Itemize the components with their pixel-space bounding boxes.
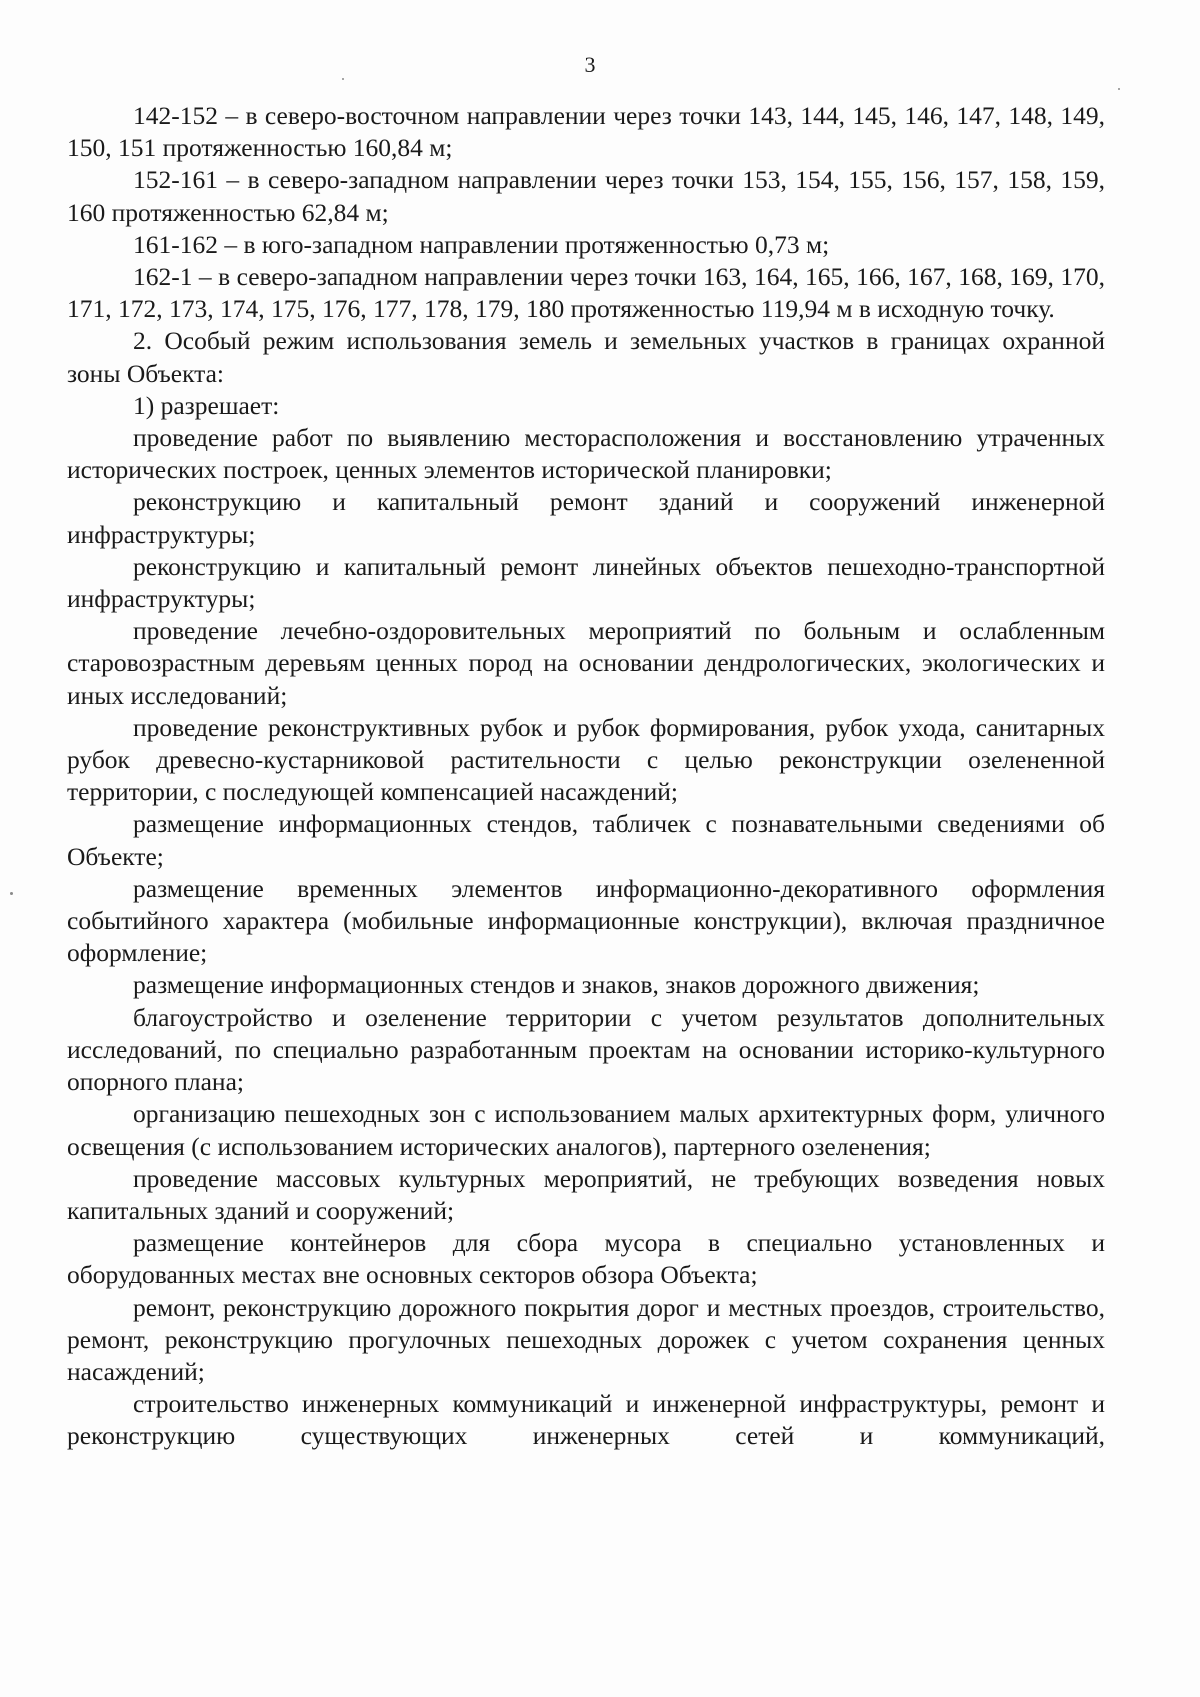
list-item-engineering-buildings: реконструкцию и капитальный ремонт зданий и сооружений инженерной инфраструктуры; (67, 487, 1105, 549)
list-item-utilities: строительство инженерных коммуникаций и инженерной инфраструктуры, ремонт и реконструкцию существующих инженерных сетей и коммуникаций, (67, 1389, 1105, 1451)
list-item-tree-treatment: проведение лечебно-оздоровительных мероприятий по больным и ослабленным старовозрастным деревьям ценных пород на основании дендрологических, экологических и иных исследований; (67, 616, 1105, 710)
paragraph-special-regime: 2. Особый режим использования земель и земельных участков в границах охранной зоны Объекта: (67, 326, 1105, 388)
scan-speck (10, 892, 13, 895)
list-item-waste-containers: размещение контейнеров для сбора мусора в специально установленных и оборудованных местах вне основных секторов обзора Объекта; (67, 1228, 1105, 1290)
list-item-restoration-works: проведение работ по выявлению месторасположения и восстановлению утраченных исторических построек, ценных элементов исторической планировки; (67, 423, 1105, 485)
scan-speck (342, 78, 344, 80)
paragraph-boundary-152-161: 152-161 – в северо-западном направлении через точки 153, 154, 155, 156, 157, 158, 159, 160 протяженностью 62,84 м; (67, 165, 1105, 227)
list-item-info-stands: размещение информационных стендов, табличек с познавательными сведениями об Объекте; (67, 809, 1105, 871)
paragraph-boundary-161-162: 161-162 – в юго-западном направлении протяженностью 0,73 м; (133, 229, 830, 259)
list-item-road-repair: ремонт, реконструкцию дорожного покрытия дорог и местных проездов, строительство, ремонт, реконструкцию прогулочных пешеходных дорожек с учетом сохранения ценных насаждений; (67, 1292, 1105, 1386)
list-item-pedestrian-zones: организацию пешеходных зон с использованием малых архитектурных форм, уличного освещения (с использованием исторических аналогов), партерного озеленения; (67, 1099, 1105, 1161)
list-item-linear-objects: реконструкцию и капитальный ремонт линейных объектов пешеходно-транспортной инфраструктуры; (67, 551, 1105, 614)
list-item-mass-events: проведение массовых культурных мероприятий, не требующих возведения новых капитальных зданий и сооружений; (67, 1163, 1105, 1225)
paragraph-boundary-142-152: 142-152 – в северо-восточном направлении через точки 143, 144, 145, 146, 147, 148, 149, 150, 151 протяженностью 160,84 м; (67, 101, 1105, 163)
paragraph-boundary-162-1: 162-1 – в северо-западном направлении через точки 163, 164, 165, 166, 167, 168, 169, 170, 171, 172, 173, 174, 175, 176, 177, 178, 179, 180 протяженностью 119,94 м в исходную точку. (67, 262, 1105, 324)
list-item-road-signs: размещение информационных стендов и знаков, знаков дорожного движения; (133, 970, 980, 1000)
page-number: 3 (584, 52, 596, 77)
document-body (67, 100, 1105, 1453)
list-item-reconstructive-felling: проведение реконструктивных рубок и рубок формирования, рубок ухода, санитарных рубок древесно-кустарниковой растительности с целью реконструкции озелененной территории, с последующей компенсацией насаждений; (67, 712, 1105, 807)
paragraph-permits-heading: 1) разрешает: (133, 390, 280, 420)
scan-speck (1118, 88, 1120, 90)
list-item-landscaping: благоустройство и озеленение территории с учетом результатов дополнительных исследований, по специально разработанным проектам на основании историко-культурного опорного плана; (67, 1002, 1105, 1097)
list-item-temporary-decor: размещение временных элементов информационно-декоративного оформления событийного характера (мобильные информационные конструкции), включая праздничное оформление; (67, 873, 1105, 968)
